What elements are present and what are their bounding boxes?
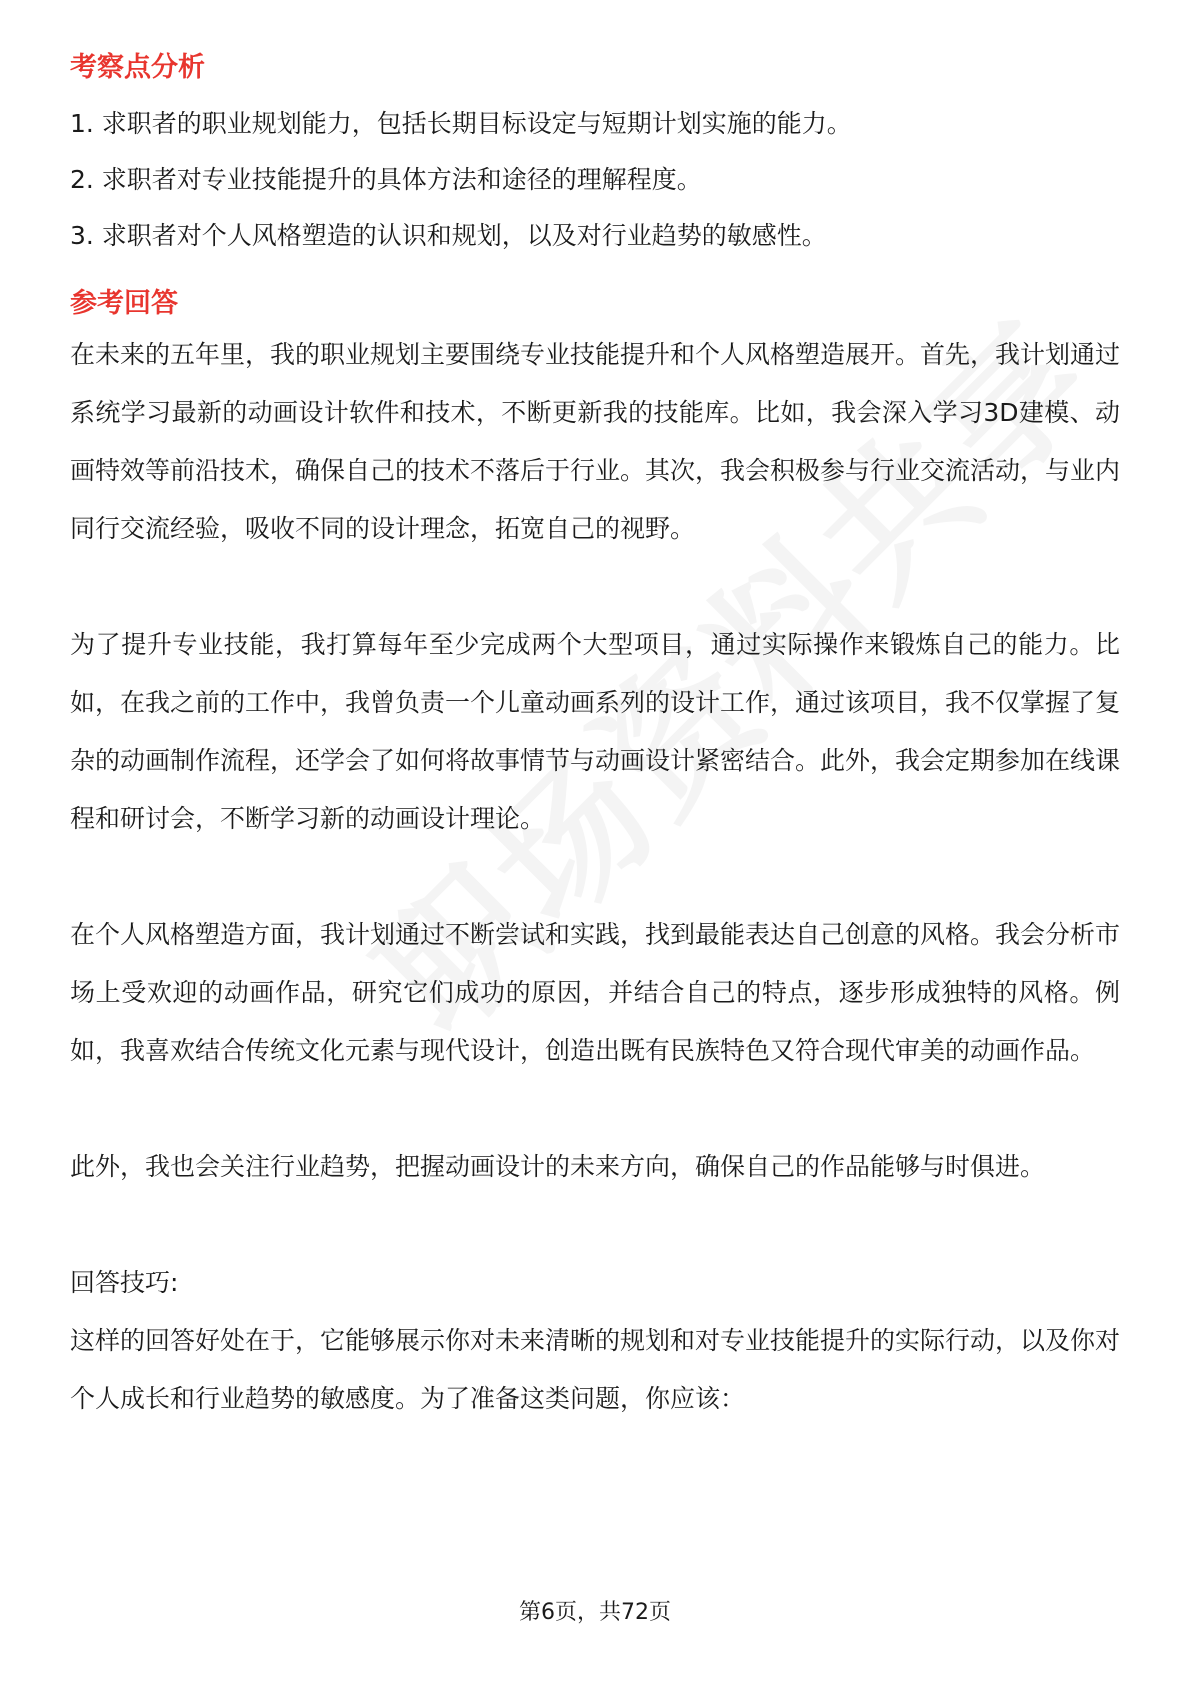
page-content	[70, 46, 1120, 1428]
analysis-item: 3. 求职者对个人风格塑造的认识和规划，以及对行业趋势的敏感性。	[70, 221, 827, 250]
tips-label: 回答技巧:	[70, 1268, 179, 1297]
answer-heading: 参考回答	[70, 288, 178, 319]
paragraph-gap	[70, 1080, 1120, 1138]
tips-text: 这样的回答好处在于，它能够展示你对未来清晰的规划和对专业技能提升的实际行动，以及你对个人成长和行业趋势的敏感度。为了准备这类问题，你应该：	[70, 1326, 1121, 1413]
answer-paragraph: 在未来的五年里，我的职业规划主要围绕专业技能提升和个人风格塑造展开。首先，我计划通过系统学习最新的动画设计软件和技术，不断更新我的技能库。比如，我会深入学习3D建模、动画特效等前沿技术，确保自己的技术不落后于行业。其次，我会积极参与行业交流活动，与业内同行交流经验，吸收不同的设计理念，拓宽自己的视野。	[70, 340, 1121, 543]
paragraph-gap	[70, 848, 1120, 906]
answer-paragraph: 此外，我也会关注行业趋势，把握动画设计的未来方向，确保自己的作品能够与时俱进。	[70, 1152, 1046, 1181]
analysis-heading: 考察点分析	[70, 52, 205, 83]
answer-paragraph: 为了提升专业技能，我打算每年至少完成两个大型项目，通过实际操作来锻炼自己的能力。比如，在我之前的工作中，我曾负责一个儿童动画系列的设计工作，通过该项目，我不仅掌握了复杂的动画制作流程，还学会了如何将故事情节与动画设计紧密结合。此外，我会定期参加在线课程和研讨会，不断学习新的动画设计理论。	[70, 630, 1121, 833]
page-number: 第6页，共72页	[519, 1600, 671, 1625]
paragraph-gap	[70, 1196, 1120, 1254]
answer-paragraph: 在个人风格塑造方面，我计划通过不断尝试和实践，找到最能表达自己创意的风格。我会分析市场上受欢迎的动画作品，研究它们成功的原因，并结合自己的特点，逐步形成独特的风格。例如，我喜欢结合传统文化元素与现代设计，创造出既有民族特色又符合现代审美的动画作品。	[70, 920, 1121, 1065]
paragraph-gap	[70, 558, 1120, 616]
analysis-item: 2. 求职者对专业技能提升的具体方法和途径的理解程度。	[70, 165, 702, 194]
analysis-list	[70, 96, 1120, 264]
analysis-item: 1. 求职者的职业规划能力，包括长期目标设定与短期计划实施的能力。	[70, 109, 852, 138]
